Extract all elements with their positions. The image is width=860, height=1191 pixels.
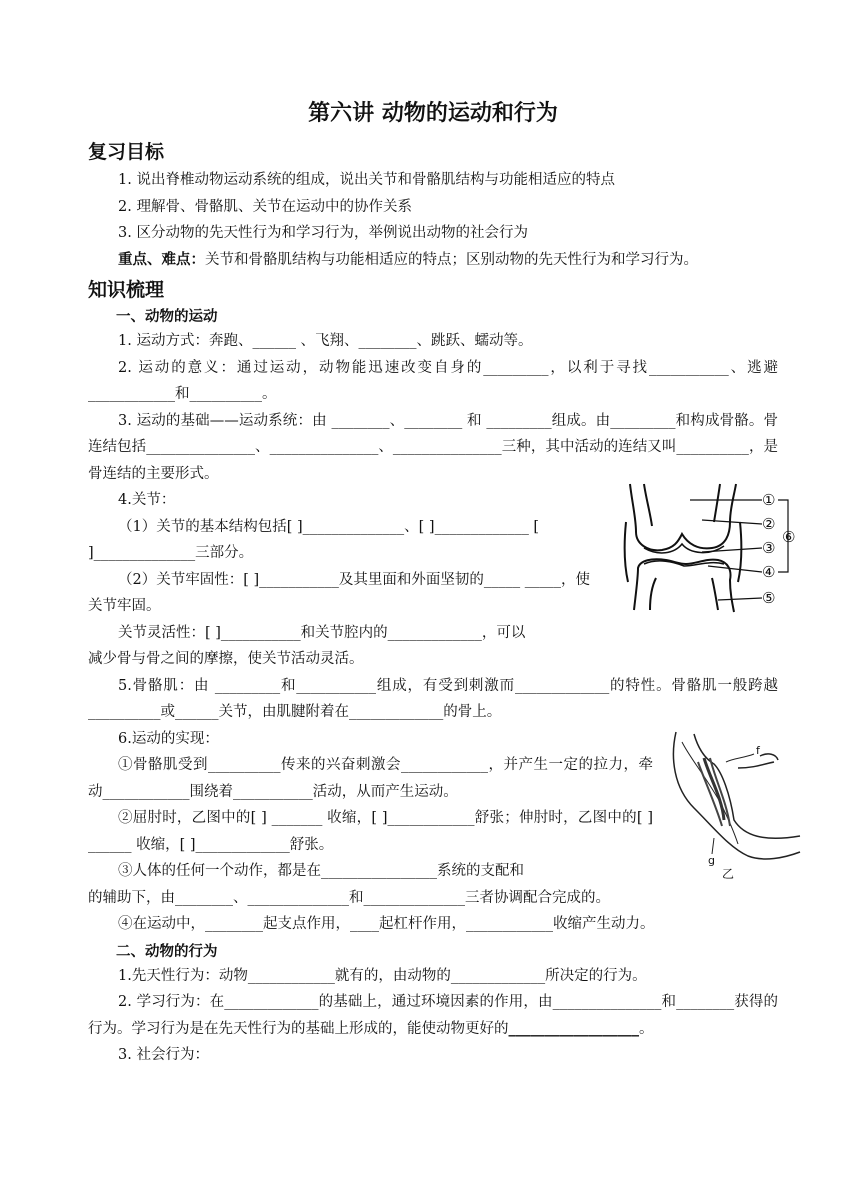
label-1: ① — [762, 491, 776, 509]
joint-firmness: （2）关节牢固性：[ ]___________及其里面和外面坚韧的_____ _____，使关节牢固。 — [88, 571, 591, 614]
part2-heading: 二、动物的行为 — [116, 943, 218, 960]
goal-item: 2. 理解骨、骨骼肌、关节在运动中的协作关系 — [118, 198, 412, 215]
label-f: f — [756, 744, 760, 757]
label-4: ④ — [762, 563, 776, 581]
learned-behavior-end: 。 — [639, 1020, 654, 1037]
motion-meaning: 2. 运动的意义：通过运动，动物能迅速改变自身的_________，以利于寻找___________、逃避____________和__________。 — [88, 359, 778, 402]
realization-step-3: ③人体的任何一个动作，都是在________________系统的支配和 — [118, 863, 524, 879]
learned-behavior — [88, 989, 778, 1042]
key-points — [88, 247, 778, 274]
joint-diagram — [622, 482, 800, 614]
motion-realization: 6.运动的实现： — [118, 730, 219, 747]
key-text: 关节和骨骼肌结构与功能相适应的特点；区别动物的先天性行为和学习行为。 — [205, 251, 698, 268]
label-3: ③ — [762, 539, 776, 557]
label-5: ⑤ — [762, 589, 776, 607]
figure-caption: 乙 — [722, 867, 735, 880]
key-label: 重点、难点： — [118, 251, 205, 268]
goals-heading: 复习目标 — [88, 141, 165, 163]
goal-item: 1. 说出脊椎动物运动系统的组成，说出关节和骨骼肌结构与功能相适应的特点 — [118, 172, 615, 188]
realization-step-4: ④在运动中，________起支点作用，____起杠杆作用，____________收缩产生动力。 — [118, 916, 655, 932]
label-2: ② — [762, 515, 776, 533]
knowledge-heading: 知识梳理 — [88, 279, 165, 301]
arm-muscle-diagram — [664, 728, 804, 880]
label-6: ⑥ — [782, 528, 796, 546]
realization-step-3-cont: 的辅助下，由________、______________和______________三者协调配合完成的。 — [88, 889, 610, 906]
realization-step-1: ①骨骼肌受到__________传来的兴奋刺激会____________，并产生一定的拉力，牵动____________围绕着___________活动，从而产生运动。 — [88, 757, 653, 800]
label-g: g — [708, 854, 715, 867]
joint-flexibility-cont: 减少骨与骨之间的摩擦，使关节活动灵活。 — [88, 651, 364, 667]
innate-behavior: 1.先天性行为：动物____________就有的，由动物的_____________所决定的行为。 — [118, 967, 647, 984]
skeletal-muscle: 5.骨骼肌：由 _________和___________组成，有受到刺激而_____________的特性。骨骼肌一般跨越__________或______关节，由肌腱附着在_____________的骨上。 — [88, 677, 778, 720]
learned-behavior-blank: __________________ — [508, 1019, 639, 1037]
page-title: 第六讲 动物的运动和行为 — [308, 101, 558, 126]
goal-item: 3. 区分动物的先天性行为和学习行为，举例说出动物的社会行为 — [118, 225, 528, 241]
part1-heading: 一、动物的运动 — [116, 309, 218, 325]
social-behavior: 3. 社会行为： — [118, 1047, 209, 1063]
joint-heading: 4.关节： — [118, 492, 176, 508]
motion-methods: 1. 运动方式：奔跑、______ 、飞翔、________、跳跃、蠕动等。 — [118, 333, 533, 349]
joint-flexibility: 关节灵活性：[ ]___________和关节腔内的_____________，可以 — [118, 624, 526, 641]
realization-step-2: ②屈肘时，乙图中的[ ] _______ 收缩，[ ]____________舒张；伸肘时，乙图中的[ ] ______ 收缩，[ ]_____________舒张。 — [88, 810, 653, 853]
learned-behavior-text: 2. 学习行为：在_____________的基础上，通过环境因素的作用，由_______________和________获得的行为。学习行为是在先天性行为的基础上形成的，能使动物更好的 — [88, 994, 778, 1037]
motion-system: 3. 运动的基础——运动系统：由 ________、________ 和 _________组成。由_________和构成骨骼。骨连结包括_______________、_______________、_______________三种，其中活动的连结又叫__________，是骨连结的主要形式。 — [88, 412, 778, 482]
joint-structure: （1）关节的基本结构包括[ ]______________、[ ]_____________ [ ]______________三部分。 — [88, 518, 540, 561]
